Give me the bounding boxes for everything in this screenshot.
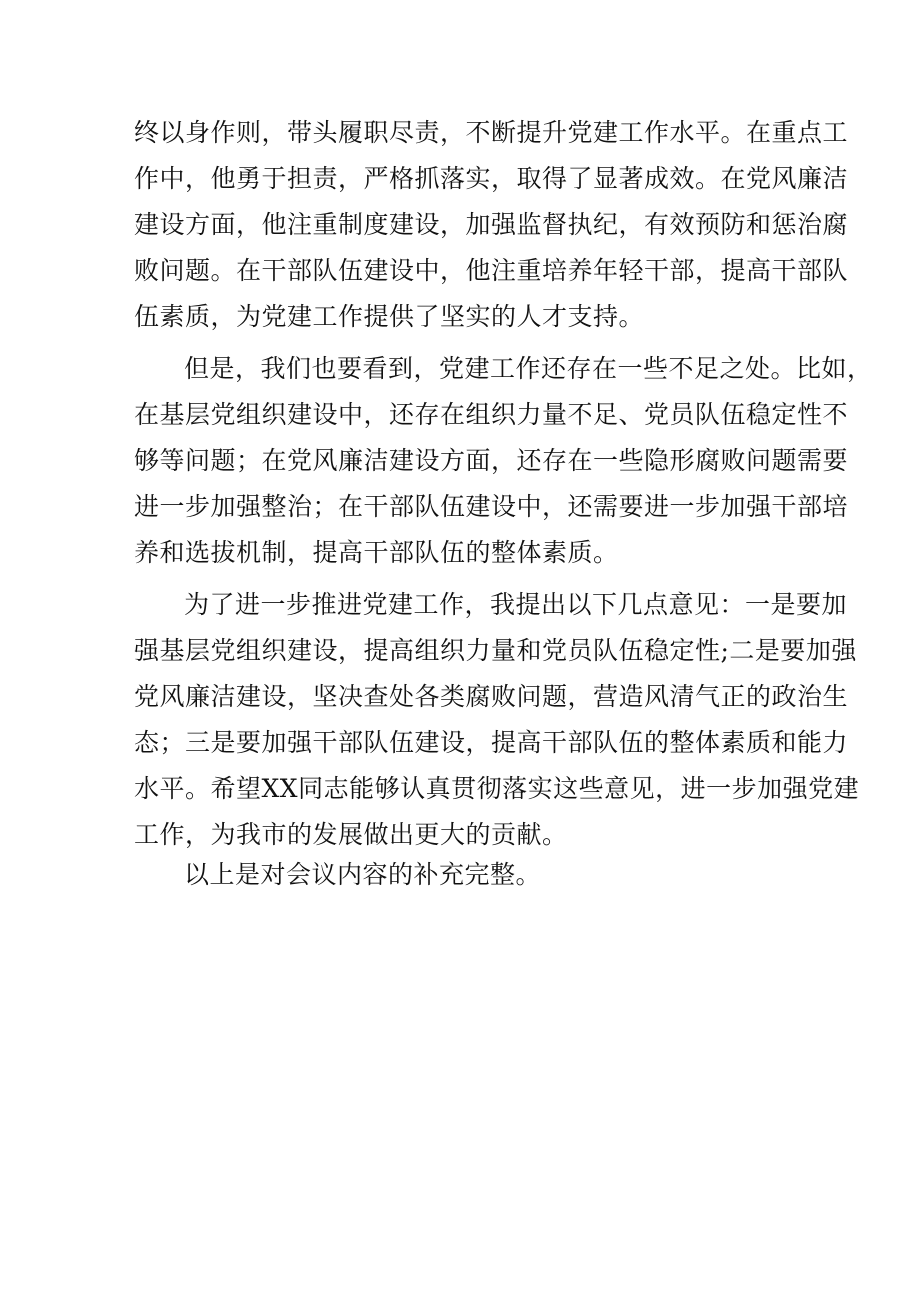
text-line: 终以身作则，带头履职尽责，不断提升党建工作水平。在重点工 — [134, 118, 849, 147]
text-line: 以上是对会议内容的补充完整。 — [184, 860, 542, 889]
text-line: 强基层党组织建设，提高组织力量和党员队伍稳定性;二是要加强 — [134, 636, 857, 665]
text-line: 在基层党组织建设中，还存在组织力量不足、党员队伍稳定性不 — [134, 400, 849, 429]
text-line: 态；三是要加强干部队伍建设，提高干部队伍的整体素质和能力 — [134, 728, 849, 757]
document-body — [134, 110, 873, 898]
text-line: 败问题。在干部队伍建设中，他注重培养年轻干部，提高干部队 — [134, 256, 849, 285]
text-line: 养和选拔机制，提高干部队伍的整体素质。 — [134, 538, 619, 567]
text-line: 水平。希望XX同志能够认真贯彻落实这些意见，进一步加强党建 — [134, 774, 860, 803]
text-line: 够等问题；在党风廉洁建设方面，还存在一些隐形腐败问题需要 — [134, 446, 849, 475]
text-line: 伍素质，为党建工作提供了坚实的人才支持。 — [134, 302, 645, 331]
paragraph-2 — [134, 346, 873, 576]
paragraph-3 — [134, 582, 860, 858]
text-line: 但是，我们也要看到，党建工作还存在一些不足之处。比如， — [184, 354, 873, 383]
text-line: 党风廉洁建设，坚决查处各类腐败问题，营造风清气正的政治生 — [134, 682, 849, 711]
text-line: 进一步加强整治；在干部队伍建设中，还需要进一步加强干部培 — [134, 492, 849, 521]
paragraph-4 — [134, 852, 794, 898]
paragraph-1 — [134, 110, 849, 340]
text-line: 为了进一步推进党建工作，我提出以下几点意见：一是要加 — [184, 590, 848, 619]
text-line: 建设方面，他注重制度建设，加强监督执纪，有效预防和惩治腐 — [134, 210, 849, 239]
text-line: 作中，他勇于担责，严格抓落实，取得了显著成效。在党风廉洁 — [134, 164, 849, 193]
text-line: 工作，为我市的发展做出更大的贡献。 — [134, 820, 568, 849]
